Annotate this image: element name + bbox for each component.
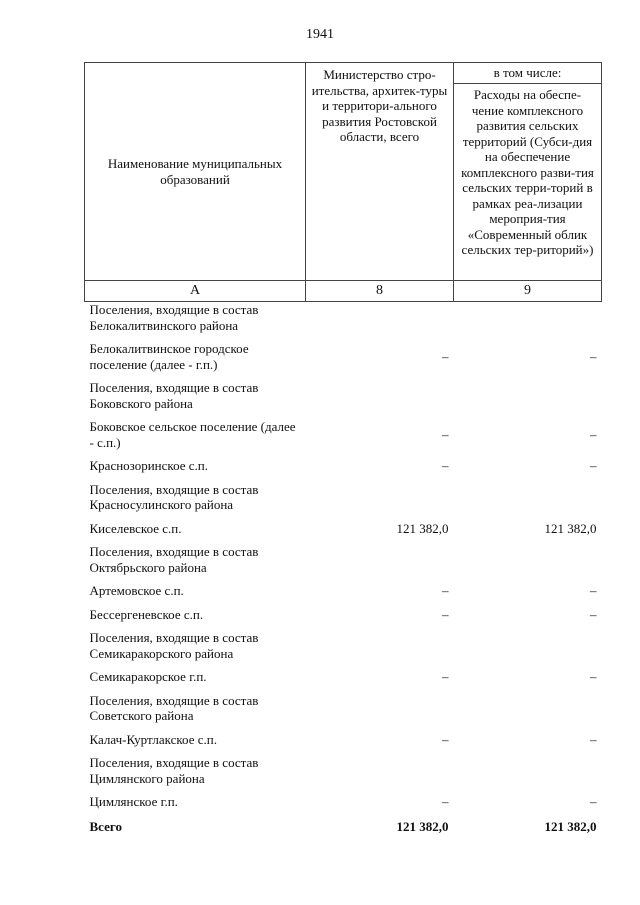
row-subsidy-value: –: [590, 606, 597, 622]
row-name-cell: Поселения, входящие в состав Советского района: [89, 692, 259, 723]
row-subsidy-value: –: [590, 583, 597, 598]
table-row: [85, 685, 602, 724]
row-name-cell: Калач-Куртлакское с.п.: [89, 731, 217, 747]
column-index-8: 8: [306, 281, 454, 302]
row-name-cell: Бессергеневское с.п.: [89, 606, 204, 622]
row-ministry-value: –: [442, 348, 449, 364]
row-ministry-value: [306, 536, 454, 575]
row-ministry-value: [306, 747, 454, 786]
row-subsidy-value: [454, 372, 602, 411]
table-row: [85, 622, 602, 661]
row-ministry-value: [306, 474, 454, 513]
total-label: Всего: [89, 818, 122, 834]
header-subsidy: Расходы на обеспе-чение комплексного развития сельских территорий (Субси-дия на обеспечение комплексного разви-тия сельских терри-торий в рамках реа-лизации мероприя-тия «Современный облик сельских тер-риторий»): [454, 84, 602, 281]
row-ministry-value: –: [442, 583, 449, 598]
table-row: [85, 536, 602, 575]
table-row: [85, 599, 602, 623]
table-row: [85, 575, 602, 599]
row-ministry-value: [306, 372, 454, 411]
total-row: [85, 810, 602, 835]
table-row: [85, 411, 602, 450]
row-subsidy-value: [454, 685, 602, 724]
row-subsidy-value: [454, 474, 602, 513]
table-row: [85, 474, 602, 513]
column-index-a: А: [85, 281, 306, 302]
row-subsidy-value: [454, 622, 602, 661]
table-row: [85, 513, 602, 537]
budget-table: [84, 62, 602, 834]
row-ministry-value: –: [442, 606, 449, 622]
row-ministry-value: –: [442, 731, 449, 747]
row-name-cell: Белокалитвинское городское поселение (далее - г.п.): [89, 341, 249, 372]
row-subsidy-value: –: [590, 458, 597, 473]
row-name-cell: Поселения, входящие в состав Цимлянского района: [89, 755, 259, 786]
table-row: [85, 333, 602, 372]
row-subsidy-value: [454, 747, 602, 786]
row-subsidy-value: [454, 302, 602, 334]
row-ministry-value: [306, 622, 454, 661]
header-ministry-total: Министерство стро-ительства, архитек-туры и территори-ального развития Ростовской области, всего: [306, 63, 454, 281]
table-row: [85, 372, 602, 411]
row-name-cell: Поселения, входящие в состав Боковского района: [89, 380, 259, 411]
row-subsidy-value: –: [590, 348, 597, 364]
table-header: [85, 63, 602, 302]
row-ministry-value: –: [442, 426, 449, 442]
total-subsidy-value: 121 382,0: [544, 818, 597, 834]
row-name-cell: Семикаракорское г.п.: [89, 669, 207, 684]
row-ministry-value: [306, 302, 454, 334]
row-ministry-value: –: [442, 794, 449, 809]
row-name-cell: Киселевское с.п.: [89, 520, 182, 536]
table-row: [85, 450, 602, 474]
page-number: 1941: [306, 27, 334, 42]
row-name-cell: Цимлянское г.п.: [89, 794, 178, 809]
table-row: [85, 661, 602, 685]
row-name-cell: Артемовское с.п.: [89, 583, 184, 598]
header-including: в том числе:: [454, 63, 602, 84]
row-subsidy-value: 121 382,0: [544, 520, 597, 536]
row-ministry-value: –: [442, 669, 449, 684]
row-subsidy-value: –: [590, 731, 597, 747]
table-row: [85, 747, 602, 786]
column-index-9: 9: [454, 281, 602, 302]
row-name-cell: Поселения, входящие в состав Белокалитвинского района: [89, 302, 259, 333]
row-name-cell: Поселения, входящие в состав Октябрьского района: [89, 544, 259, 575]
row-subsidy-value: –: [590, 426, 597, 442]
row-subsidy-value: [454, 536, 602, 575]
row-ministry-value: –: [442, 458, 449, 473]
table-row: [85, 302, 602, 334]
table-row: [85, 786, 602, 810]
row-name-cell: Краснозоринское с.п.: [89, 458, 208, 473]
row-ministry-value: [306, 685, 454, 724]
column-index-row: [85, 281, 602, 302]
table-row: [85, 724, 602, 748]
row-name-cell: Боковское сельское поселение (далее - с.п.): [89, 419, 296, 450]
row-ministry-value: 121 382,0: [396, 520, 449, 536]
row-subsidy-value: –: [590, 669, 597, 684]
header-municipality-name: Наименование муниципальных образований: [85, 63, 306, 281]
row-name-cell: Поселения, входящие в состав Семикаракорского района: [89, 630, 259, 661]
total-ministry-value: 121 382,0: [396, 818, 449, 834]
table-body: [85, 302, 602, 835]
row-name-cell: Поселения, входящие в состав Красносулинского района: [89, 481, 259, 512]
row-subsidy-value: –: [590, 794, 597, 809]
